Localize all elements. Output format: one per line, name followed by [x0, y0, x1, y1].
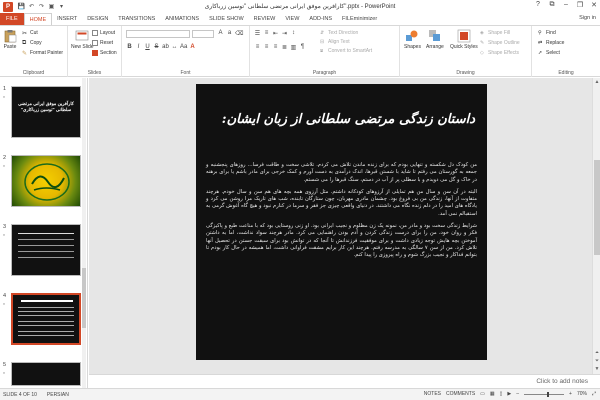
thumbnail-slide-1[interactable]	[0, 86, 88, 146]
align-right-icon[interactable]: ≡	[273, 44, 278, 50]
tab-add-ins[interactable]: ADD-INS	[309, 16, 333, 22]
restore-button[interactable]: ❐	[576, 2, 584, 9]
shape-outline-button[interactable]	[480, 40, 520, 46]
animation-marker-icon: *	[3, 234, 5, 240]
font-group	[122, 26, 250, 77]
slide-sorter-icon[interactable]: ▦	[489, 391, 495, 397]
new-slide-label: New Slide	[71, 44, 94, 50]
thumbnail-text-line	[18, 307, 74, 308]
paragraph-group	[250, 26, 400, 77]
layout-icon	[92, 30, 98, 36]
paint-bucket-icon: ◈	[480, 30, 484, 36]
window-controls	[534, 1, 598, 9]
text-direction-button[interactable]	[320, 30, 358, 36]
tab-animations[interactable]: ANIMATIONS	[165, 16, 200, 22]
font-name-box[interactable]	[126, 30, 190, 38]
slide-body-text[interactable]	[206, 162, 477, 265]
drawing-group-label: Drawing	[456, 70, 475, 76]
ribbon	[0, 25, 600, 77]
shape-fill-button[interactable]	[480, 30, 510, 36]
previous-slide-icon[interactable]: ⏶	[594, 350, 599, 356]
font-group-label: Font	[180, 70, 191, 76]
tab-slide-show[interactable]: SLIDE SHOW	[209, 16, 244, 22]
reading-view-icon[interactable]: ▯	[499, 391, 503, 397]
editor-vertical-scrollbar[interactable]	[592, 78, 600, 374]
thumbnail-text-line	[18, 239, 74, 240]
thumbnail-image	[11, 86, 81, 138]
window-title: کارآفرین موفق ایرانی مرتضی سلطانی "توسین زرباکاری".pptx - PowerPoint	[204, 4, 396, 10]
thumbnail-text-line	[18, 251, 74, 252]
undo-icon[interactable]: ↶	[28, 4, 35, 10]
align-text-button[interactable]	[320, 39, 350, 45]
slide-title[interactable]: داستان زندگی مرتضی سلطانی از زبان ایشان:	[221, 112, 475, 127]
slideshow-view-icon[interactable]: ▶	[507, 391, 512, 397]
arrange-icon	[428, 29, 442, 43]
zoom-level[interactable]: 70%	[576, 391, 587, 397]
tab-transitions[interactable]: TRANSITIONS	[118, 16, 156, 22]
zoom-out-icon[interactable]: –	[516, 391, 520, 397]
cursor-icon: ➚	[538, 50, 543, 56]
font-format-row	[126, 44, 196, 50]
thumbnail-image	[11, 293, 81, 345]
thumbnails-scroll-thumb[interactable]	[82, 268, 86, 328]
find-label: Find	[546, 30, 556, 36]
replace-label: Replace	[546, 40, 565, 46]
section-label: Section	[100, 50, 117, 56]
language-indicator[interactable]: PERSIAN	[46, 391, 69, 398]
notes-toggle-button[interactable]: NOTES	[423, 391, 441, 397]
thumbnail-text-line	[18, 245, 74, 246]
section-icon	[92, 50, 98, 56]
animation-marker-icon: *	[3, 96, 5, 102]
justify-icon[interactable]: ≣	[281, 45, 288, 51]
thumbnail-text-line	[18, 325, 74, 326]
grow-font-icon[interactable]: A	[218, 30, 223, 36]
thumbnail-text-line	[21, 300, 73, 302]
animation-marker-icon: *	[3, 372, 5, 378]
text-direction-icon: ⇵	[320, 30, 325, 36]
slide-counter: SLIDE 4 OF 10	[3, 391, 37, 398]
start-slideshow-icon[interactable]: ▣	[48, 4, 55, 10]
thumbnail-number: 5	[3, 362, 7, 368]
editing-group	[532, 26, 600, 77]
next-slide-icon[interactable]: ⏷	[594, 358, 599, 364]
shape-effects-label: Shape Effects	[488, 50, 520, 56]
replace-icon: ⇄	[538, 40, 543, 46]
slide-paragraph: شرایط زندگی سخت بود و مادر من، نمونه یک زن مظلوم و نجیب ایرانی بود. او زنی روستایی بود که با مناعت طبع و پاکیزگی فکر و روان خود، من را برای درست زندگی کردن و آدم بودن راهنمایی می کرد. مادر هرچند سواد نداشت، اما به داشتن آموختن بچه هایش توجه زیادی داشت و برای موفقیت فرزندانش تا آنجا که در توانش بود برای سبقت جستن در تحصیل آنها تلاش کرد. من از سن ۷ سالگی به مدرسه رفتم. هرچند این کار برایم مشقت فراوانی داشت، اما همیشه در حال کار بودم تا بتوانم فداکار و نجیب بزرگ شوم و راه پیروزی را پیدا کنم.	[206, 223, 477, 259]
quick-styles-icon	[457, 29, 471, 43]
copy-button[interactable]	[22, 40, 42, 46]
quick-styles-label: Quick Styles	[450, 44, 478, 50]
select-button[interactable]	[538, 50, 560, 56]
slides-group-label: Slides	[87, 70, 102, 76]
new-slide-button[interactable]	[71, 29, 94, 50]
fit-to-window-icon[interactable]: ⤢	[591, 391, 596, 397]
binoculars-icon: ⚲	[538, 30, 542, 36]
align-text-label: Align Text	[328, 39, 350, 45]
format-painter-button[interactable]	[22, 50, 63, 56]
format-painter-label: Format Painter	[30, 50, 64, 56]
thumbnail-number: 3	[3, 224, 7, 230]
bullets-icon[interactable]: ☰	[254, 31, 261, 37]
arrange-button[interactable]	[426, 29, 444, 50]
smartart-label: Convert to SmartArt	[328, 48, 373, 54]
help-icon[interactable]: ?	[536, 1, 540, 8]
thumbnails-scrollbar[interactable]	[82, 78, 86, 388]
save-icon[interactable]: 💾	[17, 4, 26, 10]
convert-smartart-button[interactable]	[320, 48, 372, 54]
align-text-icon: ⊟	[320, 39, 325, 45]
zoom-slider[interactable]	[524, 394, 564, 395]
align-center-icon[interactable]: ≡	[264, 44, 269, 50]
normal-view-icon[interactable]: ▭	[480, 391, 485, 397]
tab-fileminimizer[interactable]: FILEminimizer	[342, 16, 378, 22]
notes-placeholder[interactable]: Click to add notes	[536, 378, 588, 385]
thumbnail-caption: کارآفرین موفق ایرانی مرتضی سلطانی "توسین زرباکاری"	[18, 101, 74, 112]
clipboard-group-label: Clipboard	[22, 70, 45, 76]
quick-styles-button[interactable]	[450, 29, 478, 50]
effects-icon: ◇	[480, 50, 484, 56]
shadow-icon[interactable]: ab	[162, 44, 169, 50]
thumbnail-slide-4[interactable]	[0, 293, 88, 353]
thumbnail-text-line	[18, 335, 74, 336]
reset-button[interactable]	[92, 40, 113, 46]
quick-access-toolbar	[18, 3, 65, 10]
reset-label: Reset	[100, 40, 114, 46]
tab-home[interactable]: HOME	[24, 13, 53, 25]
thumbnail-image	[11, 224, 81, 276]
calligraphy-emblem-icon	[12, 156, 81, 207]
scroll-down-arrow-icon[interactable]: ▼	[594, 366, 600, 372]
sign-in-link[interactable]: Sign in	[579, 15, 596, 21]
line-spacing-icon[interactable]: ↕	[292, 30, 295, 36]
editing-group-label: Editing	[558, 70, 574, 76]
pen-icon: ✎	[480, 40, 485, 46]
layout-label: Layout	[100, 30, 116, 36]
text-direction-label: Text Direction	[328, 30, 359, 36]
change-case-icon[interactable]: Aa	[180, 44, 188, 50]
rtl-icon[interactable]: ¶	[300, 44, 305, 50]
paintbrush-icon: ✎	[22, 51, 28, 57]
animation-marker-icon: *	[3, 165, 5, 171]
scroll-up-arrow-icon[interactable]: ▲	[594, 79, 600, 85]
animation-marker-icon: *	[3, 303, 5, 309]
zoom-slider-knob[interactable]	[547, 392, 549, 397]
thumbnail-number: 1	[3, 86, 7, 92]
redo-icon[interactable]: ↷	[38, 4, 45, 10]
powerpoint-app-icon[interactable]: P	[3, 2, 13, 12]
current-slide[interactable]	[196, 84, 487, 360]
ribbon-tabs	[0, 13, 600, 25]
thumbnail-text-line	[18, 257, 74, 258]
drawing-group	[400, 26, 532, 77]
tab-design[interactable]: DESIGN	[87, 16, 109, 22]
smartart-icon: ⧈	[320, 48, 324, 54]
list-controls	[254, 30, 297, 37]
find-button[interactable]	[538, 30, 556, 36]
status-right-controls	[424, 391, 596, 397]
shape-outline-label: Shape Outline	[488, 40, 520, 46]
paste-icon	[3, 29, 17, 43]
copy-icon: ⧉	[22, 40, 27, 46]
bold-button[interactable]: B	[127, 44, 132, 50]
customize-qat-icon[interactable]: ▾	[59, 4, 63, 10]
tab-insert[interactable]: INSERT	[57, 16, 78, 22]
shrink-font-icon[interactable]: a	[227, 30, 232, 36]
replace-button[interactable]	[538, 40, 564, 46]
scissors-icon: ✂	[22, 31, 28, 37]
arrange-label: Arrange	[426, 44, 444, 50]
minimize-button[interactable]: –	[564, 1, 568, 8]
shapes-button[interactable]	[404, 29, 421, 50]
close-button[interactable]: ✕	[591, 2, 597, 9]
slide-editor	[89, 78, 600, 388]
shapes-icon	[405, 29, 419, 43]
underline-button[interactable]: U	[145, 44, 150, 50]
numbering-icon[interactable]: ≡	[264, 30, 269, 36]
notes-pane[interactable]	[89, 374, 600, 388]
status-bar	[0, 388, 600, 400]
copy-label: Copy	[30, 40, 42, 46]
clipboard-group	[0, 26, 68, 77]
reset-icon	[92, 40, 98, 46]
title-bar	[0, 0, 600, 13]
cut-button[interactable]	[22, 30, 38, 36]
layout-button[interactable]	[92, 30, 115, 36]
font-size-controls	[217, 30, 242, 37]
thumbnail-number: 4	[3, 293, 7, 299]
new-slide-icon	[75, 29, 89, 43]
slides-group	[68, 26, 122, 77]
thumbnail-image	[11, 362, 81, 386]
tab-view[interactable]: VIEW	[285, 16, 300, 22]
editor-scroll-thumb[interactable]	[594, 160, 600, 255]
shape-fill-label: Shape Fill	[488, 30, 511, 36]
paragraph-group-label: Paragraph	[312, 70, 337, 76]
thumbnail-text-line	[18, 233, 74, 234]
character-spacing-icon[interactable]: ↔	[171, 44, 178, 50]
slide-paragraph: من کودک دل شکسته و تنهایی بودم که برای زنده ماندن تلاش می کردم. تلاشی سخت و طاقت فرسا... روزهای پنجشنبه و جمعه به گورستان می رفتم تا شاید با شستن قبرها، اندک درآمدی به دست آورم و کمک خرجی برای مادر باشم یا برای برهنه در خاک و گل می دویدم و با سطلی پر از آب در دستم، سنگ قبرها را می شستم.	[206, 162, 477, 183]
ribbon-display-options-icon[interactable]: ⧉	[549, 1, 555, 8]
select-label: Select	[546, 50, 560, 56]
comments-toggle-button[interactable]: COMMENTS	[446, 391, 476, 397]
thumbnail-slide-2[interactable]	[0, 155, 88, 215]
zoom-in-icon[interactable]: +	[569, 391, 572, 397]
tab-review[interactable]: REVIEW	[253, 16, 276, 22]
shape-effects-button[interactable]	[480, 50, 519, 56]
cut-label: Cut	[30, 30, 38, 36]
columns-icon[interactable]: ▥	[290, 45, 297, 51]
alignment-controls	[254, 44, 306, 51]
strikethrough-button[interactable]: S	[154, 44, 159, 50]
tab-file[interactable]: FILE	[0, 13, 24, 25]
slide-paragraph: البته در آن سن و سال من هم تمایلی از آرزوهای کودکانه داشتم. مثل آرزوی همه بچه های هم سن و سال خودم. هرچند متفاوت از آنها، زندگی من بی فروغ بود. چشمان مادری مهربان، چون ستارگان تابنده، شب های تاریک مرا روشن می کرد و یادگاه های امید را در دلم زنده نگاه می داشتند. در دنیای واقعی چیزی جز فقر و سرما در کنارم نبود و هیچ گاه آغوش گرمی به استقبالم نمی آمد.	[206, 188, 477, 217]
thumbnail-text-line	[18, 311, 74, 312]
paste-button[interactable]	[3, 29, 17, 50]
paste-label: Paste	[3, 44, 17, 50]
font-size-box[interactable]	[192, 30, 214, 38]
thumbnail-number: 2	[3, 155, 7, 161]
section-button[interactable]	[92, 50, 117, 56]
shapes-label: Shapes	[404, 44, 421, 50]
slide-thumbnails-pane	[0, 78, 88, 388]
align-left-icon[interactable]: ≡	[255, 44, 260, 50]
thumbnail-slide-3[interactable]	[0, 224, 88, 284]
increase-indent-icon[interactable]: ⇥	[281, 31, 288, 37]
clear-formatting-icon[interactable]: ⌫	[235, 31, 244, 37]
thumbnail-image	[11, 155, 81, 207]
thumbnail-text-line	[18, 321, 74, 322]
thumbnail-text-line	[18, 331, 74, 332]
font-color-button[interactable]: A	[190, 44, 195, 50]
italic-button[interactable]: I	[137, 44, 140, 50]
decrease-indent-icon[interactable]: ⇤	[272, 31, 279, 37]
thumbnail-text-line	[18, 315, 74, 316]
